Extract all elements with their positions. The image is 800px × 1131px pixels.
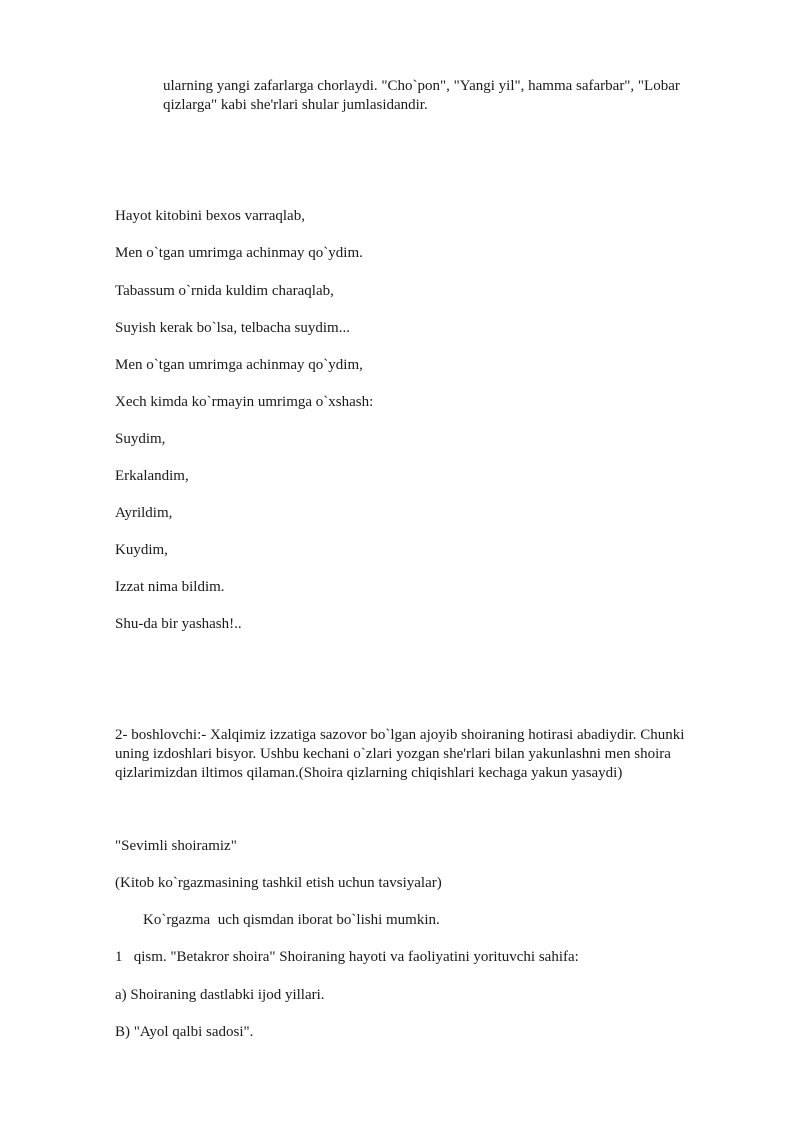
poem-line: Xech kimda ko`rmayin umrimga o`xshash:	[115, 394, 374, 410]
poem-line: Erkalandim,	[115, 468, 189, 484]
exhibition-item-b: B) "Ayol qalbi sadosi".	[115, 1024, 254, 1040]
poem-line: Suydim,	[115, 431, 166, 447]
intro-line-2: qizlarga" kabi she'rlari shular jumlasidandir.	[163, 97, 428, 113]
exhibition-item-a: a) Shoiraning dastlabki ijod yillari.	[115, 987, 325, 1003]
host-line-3: qizlarimizdan iltimos qilaman.(Shoira qizlarning chiqishlari kechaga yakun yasaydi)	[115, 765, 623, 781]
intro-line-1: ularning yangi zafarlarga chorlaydi. "Cho`pon", "Yangi yil", hamma safarbar", "Lobar	[163, 78, 680, 94]
poem-line: Kuydim,	[115, 542, 168, 558]
poem-line: Shu-da bir yashash!..	[115, 616, 242, 632]
host-line-2: uning izdoshlari bisyor. Ushbu kechani o`zlari yozgan she'rlari bilan yakunlashni men shoira	[115, 746, 671, 762]
poem-line: Ayrildim,	[115, 505, 173, 521]
exhibition-title: "Sevimli shoiramiz"	[115, 838, 237, 854]
exhibition-subtitle: (Kitob ko`rgazmasining tashkil etish uchun tavsiyalar)	[115, 875, 442, 891]
poem-line: Hayot kitobini bexos varraqlab,	[115, 208, 305, 224]
exhibition-intro: Ko`rgazma uch qismdan iborat bo`lishi mumkin.	[143, 912, 440, 928]
poem-line: Izzat nima bildim.	[115, 579, 225, 595]
poem-line: Men o`tgan umrimga achinmay qo`ydim.	[115, 245, 363, 261]
exhibition-part-1: 1 qism. "Betakror shoira" Shoiraning hayoti va faoliyatini yorituvchi sahifa:	[115, 949, 579, 965]
poem-line: Suyish kerak bo`lsa, telbacha suydim...	[115, 320, 350, 336]
host-line-1: 2- boshlovchi:- Xalqimiz izzatiga sazovor bo`lgan ajoyib shoiraning hotirasi abadiydir. Chunki	[115, 727, 685, 743]
poem-line: Men o`tgan umrimga achinmay qo`ydim,	[115, 357, 363, 373]
poem-line: Tabassum o`rnida kuldim charaqlab,	[115, 283, 334, 299]
